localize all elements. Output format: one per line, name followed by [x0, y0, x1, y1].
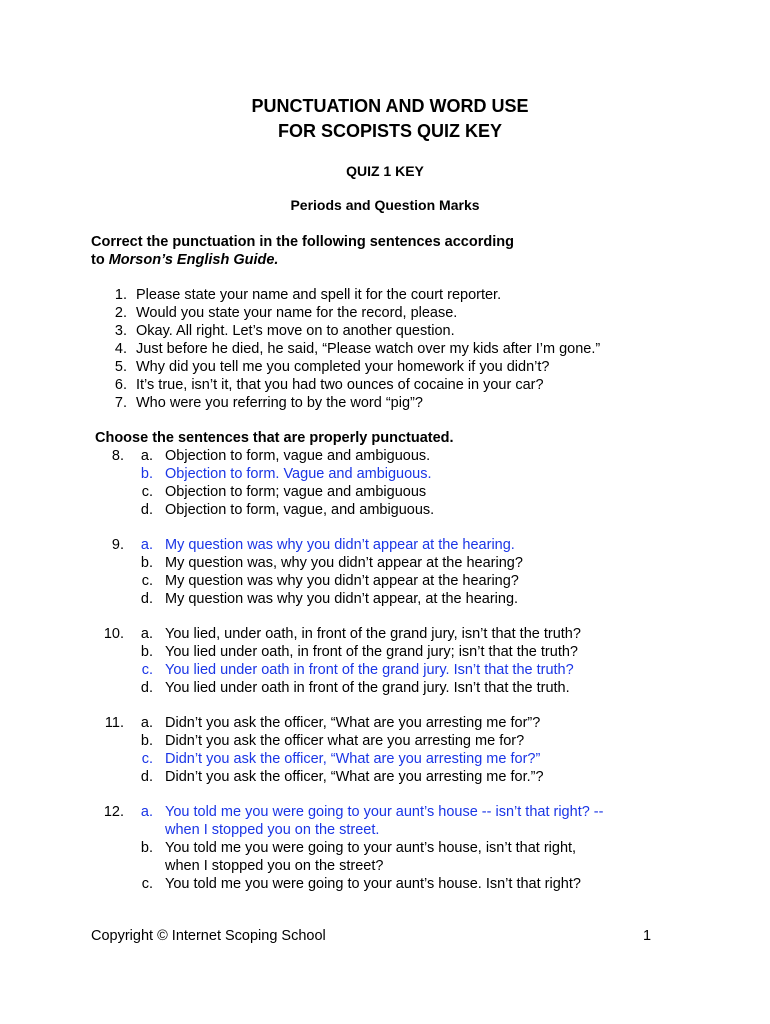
option-text: My question was why you didn’t appear at the hearing?	[165, 573, 519, 589]
option-letter: b.	[140, 644, 153, 660]
choose-heading: Choose the sentences that are properly punctuated.	[95, 430, 454, 446]
option-text: You told me you were going to your aunt’s house, isn’t that right,	[165, 840, 577, 856]
sentence-number: 7.	[114, 395, 127, 411]
sentence-number: 5.	[114, 359, 127, 375]
section-heading: Periods and Question Marks	[290, 197, 480, 213]
question-number: 8.	[111, 448, 124, 464]
correct-answer-text: Didn’t you ask the officer, “What are you arresting me for?”	[165, 751, 541, 767]
sentence-text: Okay. All right. Let’s move on to another question.	[136, 323, 455, 339]
option-letter: a.	[140, 804, 153, 820]
option-letter: c.	[141, 573, 153, 589]
instructions-prefix: to	[91, 252, 109, 268]
option-letter: d.	[140, 502, 153, 518]
option-letter: b.	[140, 840, 153, 856]
sentence-number: 4.	[114, 341, 127, 357]
option-text: Objection to form; vague and ambiguous	[165, 484, 427, 500]
question-number: 12.	[103, 804, 124, 820]
instructions-line-1: Correct the punctuation in the following sentences according	[91, 234, 514, 250]
correct-answer-text: when I stopped you on the street.	[165, 822, 380, 838]
sentence-text: It’s true, isn’t it, that you had two ounces of cocaine in your car?	[136, 377, 544, 393]
option-letter: d.	[140, 591, 153, 607]
sentence-number: 6.	[114, 377, 127, 393]
option-text: Didn’t you ask the officer what are you arresting me for?	[165, 733, 525, 749]
sentence-number: 1.	[114, 287, 127, 303]
option-text: You lied, under oath, in front of the grand jury, isn’t that the truth?	[165, 626, 581, 642]
option-letter: c.	[141, 484, 153, 500]
correct-answer-text: Objection to form. Vague and ambiguous.	[165, 466, 432, 482]
question-number: 9.	[111, 537, 124, 553]
option-text: Objection to form, vague and ambiguous.	[165, 448, 431, 464]
title-line-2: FOR SCOPISTS QUIZ KEY	[277, 121, 503, 141]
option-letter: a.	[140, 537, 153, 553]
sentence-text: Why did you tell me you completed your homework if you didn’t?	[136, 359, 550, 375]
correct-answer-text: You told me you were going to your aunt’s house -- isn’t that right? --	[165, 804, 604, 820]
option-letter: a.	[140, 715, 153, 731]
instructions-line-2	[91, 251, 278, 269]
option-text: You told me you were going to your aunt’s house. Isn’t that right?	[165, 876, 581, 892]
option-letter: c.	[141, 751, 153, 767]
option-letter: d.	[140, 769, 153, 785]
option-letter: b.	[140, 466, 153, 482]
option-letter: a.	[140, 626, 153, 642]
sentence-text: Would you state your name for the record, please.	[136, 305, 458, 321]
book-title: Morson’s English Guide.	[108, 252, 279, 268]
option-letter: c.	[141, 662, 153, 678]
correct-answer-text: You lied under oath in front of the grand jury. Isn’t that the truth?	[165, 662, 574, 678]
option-letter: a.	[140, 448, 153, 464]
option-text: My question was why you didn’t appear, at the hearing.	[165, 591, 519, 607]
option-text: Didn’t you ask the officer, “What are you arresting me for.”?	[165, 769, 544, 785]
quiz-label: QUIZ 1 KEY	[346, 163, 424, 179]
option-text: My question was, why you didn’t appear at the hearing?	[165, 555, 523, 571]
correct-answer-text: My question was why you didn’t appear at the hearing.	[165, 537, 515, 553]
sentence-text: Please state your name and spell it for the court reporter.	[136, 287, 502, 303]
option-text: Didn’t you ask the officer, “What are you arresting me for”?	[165, 715, 541, 731]
sentence-text: Who were you referring to by the word “pig”?	[136, 395, 423, 411]
option-letter: b.	[140, 733, 153, 749]
option-text: You lied under oath, in front of the grand jury; isn’t that the truth?	[165, 644, 578, 660]
sentence-number: 3.	[114, 323, 127, 339]
copyright: Copyright © Internet Scoping School	[91, 928, 326, 944]
option-text: You lied under oath in front of the grand jury. Isn’t that the truth.	[165, 680, 570, 696]
title-line-1: PUNCTUATION AND WORD USE	[251, 96, 529, 116]
option-letter: d.	[140, 680, 153, 696]
sentence-number: 2.	[114, 305, 127, 321]
question-number: 11.	[104, 715, 124, 731]
option-text: when I stopped you on the street?	[165, 858, 384, 874]
question-number: 10.	[103, 626, 124, 642]
option-letter: b.	[140, 555, 153, 571]
option-letter: c.	[141, 876, 153, 892]
option-text: Objection to form, vague, and ambiguous.	[165, 502, 435, 518]
page-number: 1	[643, 928, 652, 944]
sentence-text: Just before he died, he said, “Please watch over my kids after I’m gone.”	[136, 341, 601, 357]
